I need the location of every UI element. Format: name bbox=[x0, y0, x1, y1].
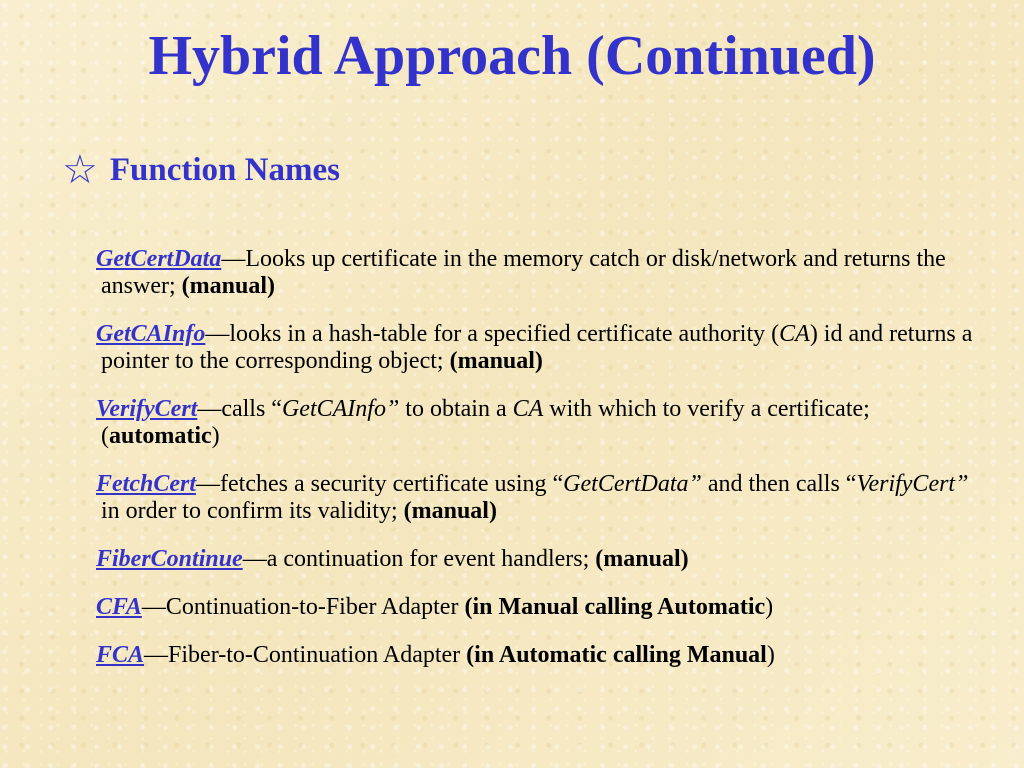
list-item-getcertdata bbox=[96, 246, 976, 300]
list-item-cfa bbox=[96, 594, 976, 621]
description-cont2: in order to confirm its validity; bbox=[101, 498, 404, 524]
function-link-cfa[interactable]: CFA bbox=[96, 594, 142, 620]
mode-label: (in Manual calling Automatic bbox=[464, 594, 766, 620]
list-item-fetchcert bbox=[96, 471, 976, 525]
mode-close: ) bbox=[766, 642, 775, 668]
mode-label: (manual) bbox=[595, 546, 689, 572]
description: —Continuation-to-Fiber Adapter bbox=[141, 594, 465, 620]
function-link-fibercontinue[interactable]: FiberContinue bbox=[96, 546, 243, 572]
function-link-fca[interactable]: FCA bbox=[96, 642, 145, 668]
function-ref-2: VerifyCert” bbox=[856, 471, 969, 497]
ca-term: CA bbox=[779, 321, 810, 347]
mode-close: ) bbox=[765, 594, 774, 620]
section-heading-text: Function Names bbox=[109, 151, 340, 188]
description: —looks in a hash-table for a specified certificate authority ( bbox=[205, 321, 780, 347]
description-cont: to obtain a bbox=[399, 396, 513, 422]
description: —calls “ bbox=[197, 396, 282, 422]
function-link-getcainfo[interactable]: GetCAInfo bbox=[96, 321, 206, 347]
mode-open: ( bbox=[101, 423, 109, 449]
function-link-fetchcert[interactable]: FetchCert bbox=[96, 471, 196, 497]
mode-label: (manual) bbox=[449, 348, 543, 374]
list-item-verifycert bbox=[96, 396, 976, 450]
description-cont: and then calls “ bbox=[701, 471, 857, 497]
mode-close: ) bbox=[211, 423, 220, 449]
star-bullet-icon: ☆ bbox=[62, 147, 98, 192]
description: —fetches a security certificate using “ bbox=[196, 471, 564, 497]
ca-term: CA bbox=[512, 396, 544, 422]
description: —Fiber-to-Continuation Adapter bbox=[144, 642, 467, 668]
function-link-verifycert[interactable]: VerifyCert bbox=[96, 396, 198, 422]
list-item-getcainfo bbox=[96, 321, 976, 375]
function-ref: GetCertData” bbox=[563, 471, 702, 497]
mode-label: (manual) bbox=[181, 273, 275, 299]
function-list bbox=[96, 246, 976, 690]
description-cont: ) id and returns a pointer to the corresponding object; bbox=[101, 321, 973, 374]
function-link-getcertdata[interactable]: GetCertData bbox=[96, 246, 222, 272]
section-heading bbox=[62, 147, 340, 192]
description: —Looks up certificate in the memory catch or disk/network and returns the answer; bbox=[101, 246, 946, 299]
slide-title: Hybrid Approach (Continued) bbox=[148, 25, 876, 87]
description: —a continuation for event handlers; bbox=[242, 546, 596, 572]
description-cont2: with which to verify a certificate; bbox=[543, 396, 870, 422]
mode-label: automatic bbox=[109, 423, 212, 449]
mode-label: (in Automatic calling Manual bbox=[466, 642, 767, 668]
list-item-fibercontinue bbox=[96, 546, 976, 573]
function-ref: GetCAInfo” bbox=[281, 396, 400, 422]
list-item-fca bbox=[96, 642, 976, 669]
mode-label: (manual) bbox=[403, 498, 497, 524]
